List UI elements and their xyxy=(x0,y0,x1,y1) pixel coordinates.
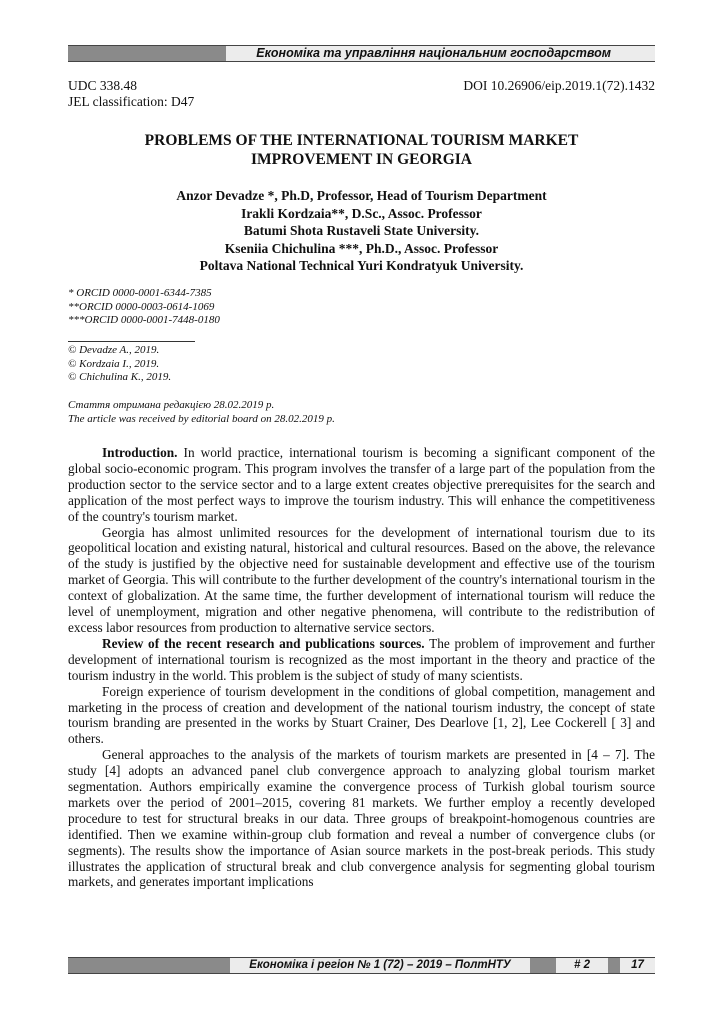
orcid-entry: * ORCID 0000-0001-6344-7385 xyxy=(68,287,212,299)
author-line: Batumi Shota Rustaveli State University. xyxy=(243,223,480,238)
received-note-ua: Стаття отримана редакцією 28.02.2019 р. xyxy=(68,399,275,411)
footer-issue: # 2 xyxy=(556,958,608,973)
running-footer xyxy=(68,957,655,974)
footer-journal-name: Економіка і регіон № 1 (72) – 2019 – ПолтНТУ xyxy=(230,958,530,973)
jel-classification: JEL classification: D47 xyxy=(68,94,195,109)
article-body xyxy=(68,445,655,890)
journal-section-title: Економіка та управління національним господарством xyxy=(256,46,611,60)
page-number: 17 xyxy=(620,958,655,973)
author-line: Poltava National Technical Yuri Kondratyuk University. xyxy=(199,258,524,273)
author-line: Irakli Kordzaia**, D.Sc., Assoc. Professor xyxy=(241,205,482,221)
orcid-entry: ***ORCID 0000-0001-7448-0180 xyxy=(68,314,220,326)
orcid-list xyxy=(68,287,220,328)
footnote-separator xyxy=(68,341,195,342)
copyright-list xyxy=(68,344,171,385)
paper-title-line-2: IMPROVEMENT IN GEORGIA xyxy=(250,151,473,168)
author-line: Kseniia Chichulina ***, Ph.D., Assoc. Professor xyxy=(224,240,499,256)
copyright-entry: © Devadze A., 2019. xyxy=(68,344,160,356)
copyright-entry: © Kordzaia I., 2019. xyxy=(68,357,160,370)
udc-code: UDC 338.48 xyxy=(68,78,138,93)
orcid-entry: **ORCID 0000-0003-0614-1069 xyxy=(68,300,215,313)
received-note xyxy=(68,399,335,426)
paragraph: General approaches to the analysis of the markets of tourism markets are presented in [4 – 7]. The study [4] adopts an advanced panel club convergence approach to analyzing global tourism market segmentation. Authors empirically examine the convergence process of Turkish global tourism source markets over the period of 2001–2015, covering 81 markets. We further employ a recently developed procedure to test for structural breaks in our data. Three groups of breakpoint-homogenous countries are identified. Then we examine within-group club formation and reveal a number of convergence clubs (or segments). The results show the importance of Asian source markets in the post-break periods. This study illustrates the application of structural break and club convergence analysis for segmenting global tourism markets, and generates important implications xyxy=(68,747,655,890)
running-header xyxy=(68,45,655,62)
section-heading-introduction: Introduction. xyxy=(102,445,178,460)
footer-accent-block xyxy=(68,958,230,973)
paragraph: Georgia has almost unlimited resources for the development of international tourism due to its geopolitical location and existing natural, historical and cultural resources. Based on the above, the relevance of the study is justified by the objective need for sustainable development and effective use of the tourism market of Georgia. This will contribute to the further development of the country's international tourism in the context of globalization. At the same time, the further development of international tourism will reduce the level of unemployment, migration and other negative phenomena, will contribute to the redistribution of excess labor resources from production to alternative service sectors. xyxy=(68,524,655,635)
footer-accent-block xyxy=(608,958,620,973)
received-note-en: The article was received by editorial board on 28.02.2019 р. xyxy=(68,412,335,425)
section-heading-review: Review of the recent research and publications sources. xyxy=(102,635,425,651)
author-block xyxy=(68,187,655,275)
paragraph-introduction: Introduction. In world practice, international tourism is becoming a significant component of the global socio-economic program. This program involves the transfer of a large part of the population from the production sector to the service sector and to a large extent creates objective prerequisites for the search and application of the most perfect ways to improve the tourism industry. This will enhance the competitiveness of the country's tourism market. xyxy=(68,445,655,524)
doi: DOI 10.26906/eip.2019.1(72).1432 xyxy=(463,78,655,93)
paragraph: Foreign experience of tourism development in the conditions of global competition, management and marketing in the process of creation and development of the national tourism industry, the concept of state tourism branding are presented in the works by Stuart Crainer, Des Dearlove [1, 2], Lee Cockerell [ 3] and others. xyxy=(68,683,655,747)
copyright-entry: © Chichulina K., 2019. xyxy=(68,371,172,383)
paper-title-line-1: PROBLEMS OF THE INTERNATIONAL TOURISM MARKET xyxy=(144,132,579,149)
footer-accent-block xyxy=(530,958,556,973)
author-line: Anzor Devadze *, Ph.D, Professor, Head of Tourism Department xyxy=(176,188,547,203)
paragraph-review: Review of the recent research and publications sources. The problem of improvement and further development of international tourism is recognized as the most important in the theory and practice of the tourism industry in the world. This problem is the subject of study of many scientists. xyxy=(68,635,655,683)
paper-title xyxy=(68,131,655,169)
header-accent-block xyxy=(68,46,226,61)
